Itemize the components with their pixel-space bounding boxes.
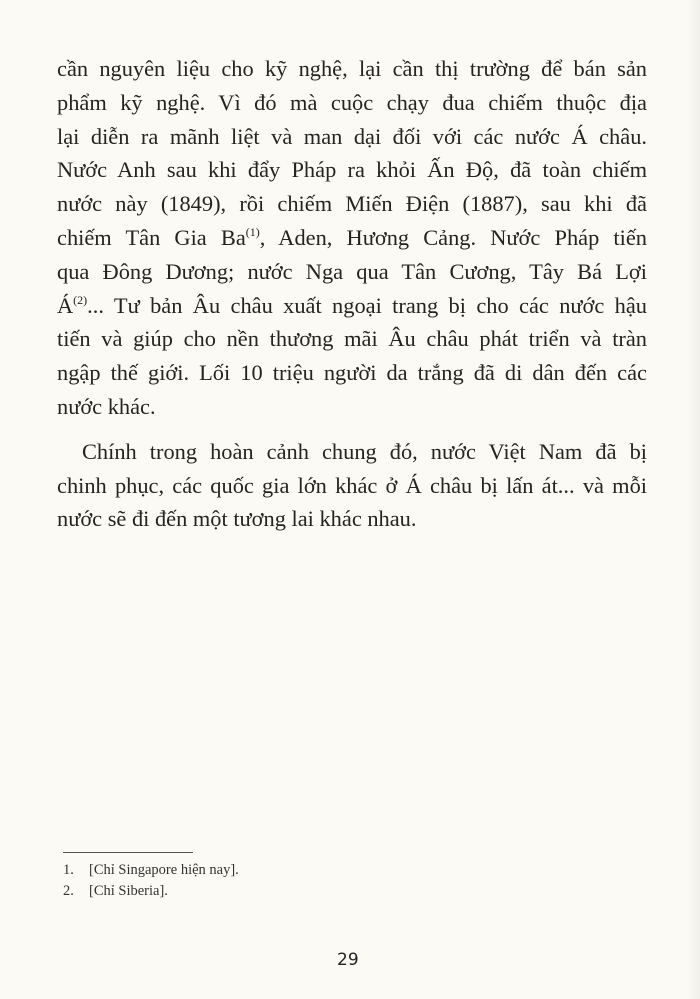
- footnote-1: [63, 860, 239, 881]
- text-line: [57, 221, 647, 255]
- page-number: 29: [337, 950, 359, 970]
- text-line: cần nguyên liệu cho kỹ nghệ, lại cần thị trường để bán sản: [57, 56, 647, 81]
- footnote-ref-1[interactable]: (1): [245, 224, 260, 239]
- text-segment: chiếm Tân Gia Ba: [57, 224, 246, 250]
- text-line: phẩm kỹ nghệ. Vì đó mà cuộc chạy đua chiếm thuộc địa: [57, 89, 647, 115]
- text-line: nước sẽ đi đến một tương lai khác nhau.: [57, 506, 417, 532]
- text-segment: Á: [57, 292, 74, 318]
- footnote-text: [Chỉ Singapore hiện nay].: [89, 862, 239, 878]
- footnote-number: 1.: [63, 862, 74, 878]
- body-text: [57, 52, 647, 536]
- paragraph-2: [57, 435, 647, 536]
- text-line: Chính trong hoàn cảnh chung đó, nước Việt Nam đã bị: [82, 438, 647, 464]
- text-line: Nước Anh sau khi đẩy Pháp ra khỏi Ấn Độ, đã toàn chiếm: [57, 157, 647, 183]
- text-line: qua Đông Dương; nước Nga qua Tân Cương, Tây Bá Lợi: [57, 258, 647, 284]
- text-line: nước này (1849), rồi chiếm Miến Điện (1887), sau khi đã: [57, 191, 647, 217]
- text-line: chinh phục, các quốc gia lớn khác ở Á châu bị lấn át... và mỗi: [57, 472, 647, 498]
- footnote-divider: [63, 852, 193, 853]
- text-line: nước khác.: [57, 393, 156, 419]
- text-line: lại diễn ra mãnh liệt và man dại đối với các nước Á châu.: [57, 123, 647, 149]
- footnote-number: 2.: [63, 883, 74, 899]
- paragraph-1: [57, 52, 647, 424]
- footnote-ref-2[interactable]: (2): [73, 292, 88, 307]
- footnotes: [63, 860, 239, 902]
- text-line: ngập thế giới. Lối 10 triệu người da trắng đã di dân đến các: [57, 360, 647, 386]
- text-line: [57, 289, 647, 323]
- text-segment: , Aden, Hương Cảng. Nước Pháp tiến: [259, 224, 647, 250]
- page-edge: [686, 0, 700, 999]
- footnote-2: [63, 881, 239, 902]
- text-segment: ... Tư bản Âu châu xuất ngoại trang bị cho các nước hậu: [87, 292, 647, 318]
- text-line: tiến và giúp cho nền thương mãi Âu châu phát triển và tràn: [57, 326, 647, 352]
- footnote-text: [Chỉ Siberia].: [89, 883, 168, 899]
